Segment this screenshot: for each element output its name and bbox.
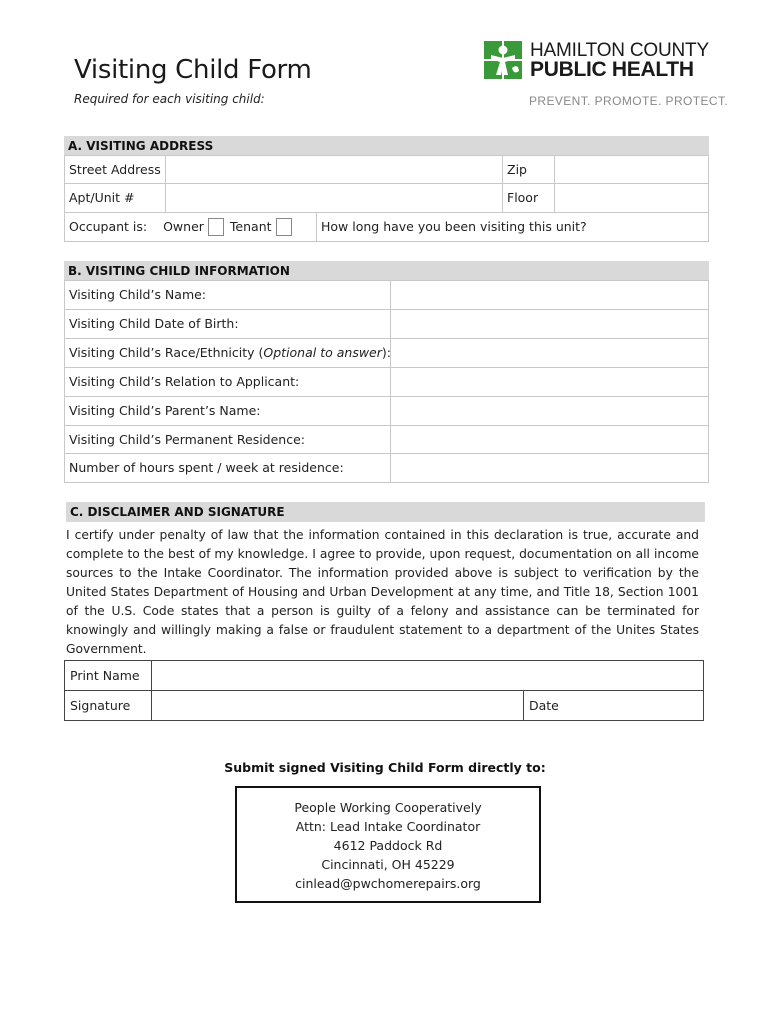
child-race-field[interactable]: [390, 338, 709, 368]
child-name-field[interactable]: [390, 280, 709, 310]
apt-unit-label: Apt/Unit #: [64, 183, 166, 213]
disclaimer-text: I certify under penalty of law that the information contained in this declaration is true, accurate and complete to the best of my knowledge. I agree to provide, upon request, documentation on all income sources to the Intake Coordinator. The information provided above is subject to verification by the United States Department of Housing and Urban Development at any time, and Title 18, Section 1001 of the U.S. Code states that a person is guilty of a felony and assistance can be terminated for knowingly and willingly making a false or fraudulent statement to a department of the Unites States Government.: [66, 528, 699, 656]
signature-field[interactable]: [151, 690, 524, 721]
hours-per-week-field[interactable]: [390, 453, 709, 483]
signature-label: Signature: [64, 690, 152, 721]
child-relation-label: Visiting Child’s Relation to Applicant:: [64, 367, 391, 397]
floor-field[interactable]: [554, 183, 709, 213]
tenant-checkbox[interactable]: [276, 218, 292, 236]
floor-label: Floor: [502, 183, 555, 213]
submit-instructions: Submit signed Visiting Child Form directly to:: [224, 760, 546, 775]
apt-unit-field[interactable]: [165, 183, 503, 213]
address-line: 4612 Paddock Rd: [333, 838, 443, 853]
section-c-heading: C. DISCLAIMER AND SIGNATURE: [66, 502, 705, 522]
child-dob-label: Visiting Child Date of Birth:: [64, 309, 391, 339]
address-line: People Working Cooperatively: [294, 800, 482, 815]
address-email: cinlead@pwchomerepairs.org: [295, 876, 481, 891]
race-optional-text: Optional to answer: [263, 345, 382, 360]
how-long-field[interactable]: [316, 212, 709, 242]
street-address-label: Street Address: [64, 155, 166, 184]
owner-checkbox[interactable]: [208, 218, 224, 236]
date-field[interactable]: [523, 690, 704, 721]
tenant-label: Tenant: [229, 219, 272, 234]
hamilton-county-logo: [484, 40, 729, 110]
child-relation-field[interactable]: [390, 367, 709, 397]
zip-field[interactable]: [554, 155, 709, 184]
how-long-label: How long have you been visiting this unit?: [321, 219, 587, 234]
hours-per-week-label: Number of hours spent / week at residence:: [64, 453, 391, 483]
logo-tagline: PREVENT. PROMOTE. PROTECT.: [529, 94, 729, 108]
section-a-heading: A. VISITING ADDRESS: [64, 136, 709, 156]
zip-label: Zip: [502, 155, 555, 184]
form-subtitle: Required for each visiting child:: [74, 92, 265, 106]
date-label: Date: [529, 698, 559, 713]
address-line: Attn: Lead Intake Coordinator: [295, 819, 481, 834]
child-parent-field[interactable]: [390, 396, 709, 426]
race-label-text: Visiting Child’s Race/Ethnicity (: [69, 345, 264, 360]
owner-label: Owner: [163, 219, 204, 234]
child-parent-label: Visiting Child’s Parent’s Name:: [64, 396, 391, 426]
print-name-label: Print Name: [64, 660, 152, 691]
address-line: Cincinnati, OH 45229: [321, 857, 455, 872]
form-title: Visiting Child Form: [74, 55, 312, 85]
logo-mark-icon: [484, 41, 522, 79]
child-dob-field[interactable]: [390, 309, 709, 339]
logo-line1: HAMILTON COUNTY: [530, 40, 709, 61]
section-b-heading: B. VISITING CHILD INFORMATION: [64, 261, 709, 281]
mailing-address-box: [235, 786, 541, 903]
occupant-label: Occupant is:: [69, 219, 148, 234]
child-name-label: Visiting Child’s Name:: [64, 280, 391, 310]
race-label-suffix: ):: [381, 345, 391, 360]
child-residence-field[interactable]: [390, 425, 709, 454]
logo-line2: PUBLIC HEALTH: [530, 58, 694, 81]
child-residence-label: Visiting Child’s Permanent Residence:: [64, 425, 391, 454]
street-address-field[interactable]: [165, 155, 503, 184]
print-name-field[interactable]: [151, 660, 704, 691]
child-race-label: [64, 338, 391, 368]
occupant-row: [64, 212, 317, 242]
